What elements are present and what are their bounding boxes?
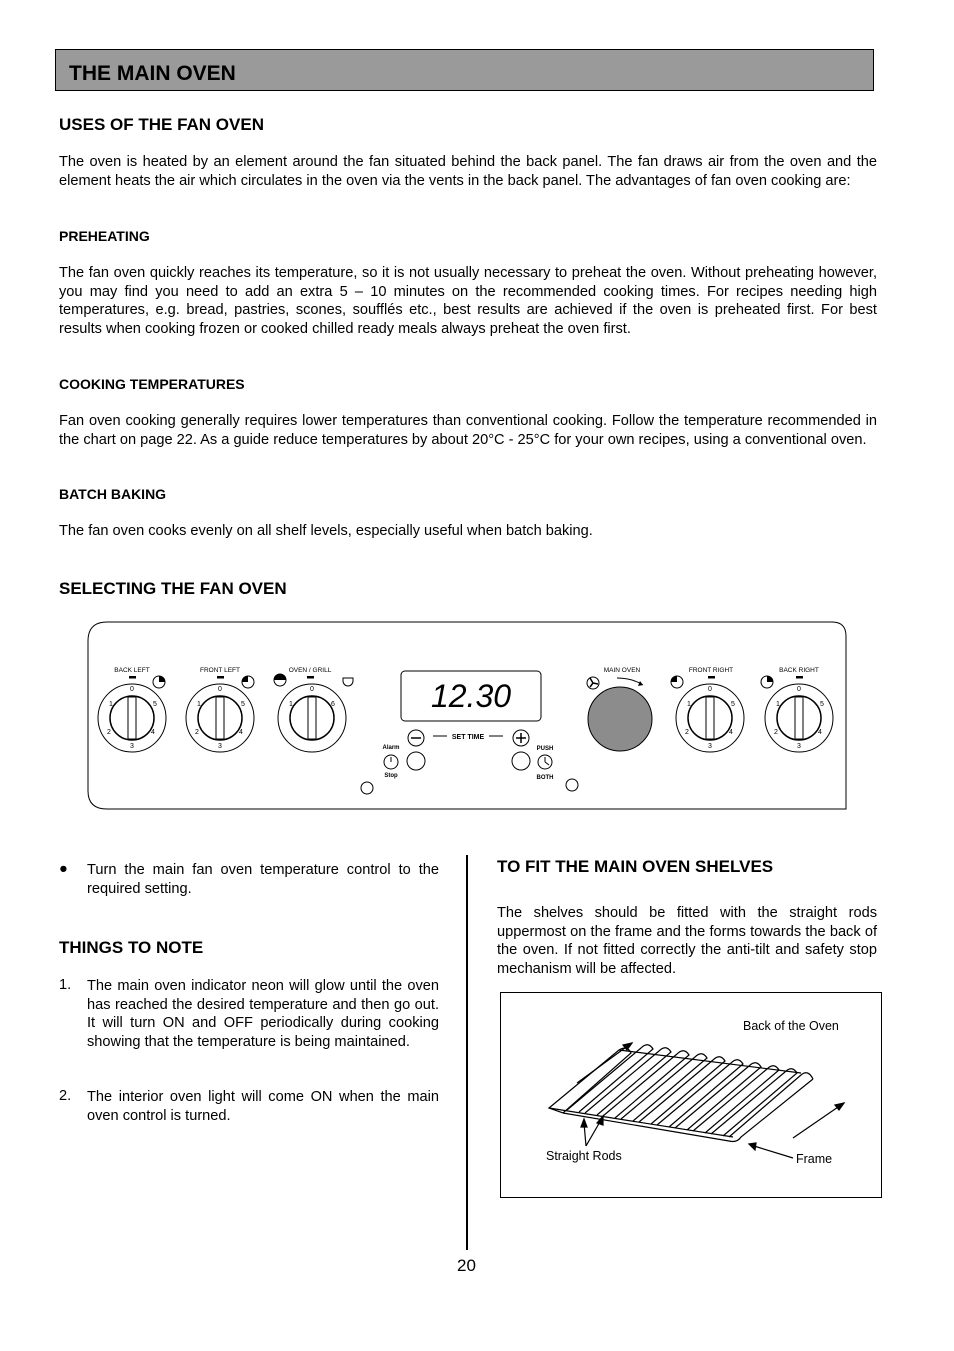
minus-button[interactable] — [408, 730, 424, 746]
batch-text: The fan oven cooks evenly on all shelf levels, especially useful when batch baking. — [59, 523, 593, 539]
knob-num: 2 — [107, 729, 111, 736]
knob-num: 0 — [310, 686, 314, 693]
preheating-heading: PREHEATING — [59, 228, 150, 244]
knob-num: 1 — [289, 701, 293, 708]
uses-intro: The oven is heated by an element around the fan situated behind the back panel. The fan draws air from the oven and the element heats the air which circulates in the oven via the vents in the back panel. The advantages of fan oven cooking are: — [59, 154, 877, 189]
page-title-bar — [55, 49, 874, 91]
knob-num: 5 — [241, 701, 245, 708]
neon-indicator-left — [361, 782, 373, 794]
column-divider — [466, 855, 468, 1250]
plus-button[interactable] — [513, 730, 529, 746]
knob-num: 1 — [776, 701, 780, 708]
neon-indicator-right — [566, 779, 578, 791]
knob-num: 6 — [331, 701, 335, 708]
knob-num: 1 — [687, 701, 691, 708]
knob-num: 2 — [685, 729, 689, 736]
knob-label-oven-grill: OVEN / GRILL — [288, 667, 332, 674]
temps-heading: COOKING TEMPERATURES — [59, 376, 245, 392]
uses-heading: USES OF THE FAN OVEN — [59, 115, 264, 134]
pointer-arrows — [577, 1043, 844, 1158]
knob-num: 5 — [731, 701, 735, 708]
control-panel-illustration — [87, 621, 847, 810]
knob-num: 4 — [151, 729, 155, 736]
knob-back-left[interactable] — [98, 684, 166, 752]
knob-num: 0 — [708, 686, 712, 693]
knob-num: 5 — [820, 701, 824, 708]
stop-label: Stop — [384, 773, 398, 779]
things-item-text: The main oven indicator neon will glow until the oven has reached the desired temperature and then go out. It will turn ON and OFF periodically during cooking showing that the temperature is being maintained. — [87, 978, 439, 1050]
things-item-number: 1. — [59, 977, 72, 993]
knob-main-oven[interactable] — [588, 687, 652, 751]
knob-label-front-right: FRONT RIGHT — [688, 667, 734, 674]
knob-label-front-left: FRONT LEFT — [200, 667, 240, 674]
knob-back-right[interactable] — [765, 684, 833, 752]
timer-clock-icon — [538, 755, 552, 769]
things-item-number: 2. — [59, 1088, 72, 1104]
knob-label-back-right: BACK RIGHT — [779, 667, 819, 674]
knob-num: 4 — [818, 729, 822, 736]
knob-label-back-left: BACK LEFT — [114, 667, 150, 674]
alarm-stop-button[interactable] — [407, 752, 425, 770]
knob-num: 1 — [197, 701, 201, 708]
knob-num: 5 — [153, 701, 157, 708]
shelves-text: The shelves should be fitted with the straight rods uppermost on the frame and the forms towards the back of the oven. If not fitted correctly the anti-tilt and safety stop mechanism will be affected. — [497, 905, 877, 977]
alarm-clock-icon — [384, 755, 398, 769]
temps-text: Fan oven cooking generally requires lower temperatures than conventional cooking. Follow the temperature recommended in the chart on page 22. As a guide reduce temperatures by about 20°C - 25°C for your own recipes, using a conventional oven. — [59, 413, 877, 448]
knob-num: 3 — [130, 743, 134, 750]
things-item-text: The interior oven light will come ON when the main oven control is turned. — [87, 1089, 439, 1124]
batch-heading: BATCH BAKING — [59, 486, 167, 502]
knob-oven-grill[interactable] — [278, 684, 346, 752]
bullet-icon: ● — [59, 861, 68, 877]
knob-num: 4 — [729, 729, 733, 736]
things-heading: THINGS TO NOTE — [59, 938, 204, 957]
knob-num: 2 — [195, 729, 199, 736]
page-number: 20 — [457, 1256, 476, 1275]
push-both-button[interactable] — [512, 752, 530, 770]
knob-num: 1 — [109, 701, 113, 708]
knob-front-left[interactable] — [186, 684, 254, 752]
knob-num: 0 — [130, 686, 134, 693]
knob-num: 3 — [708, 743, 712, 750]
knob-num: 4 — [239, 729, 243, 736]
shelves-heading: TO FIT THE MAIN OVEN SHELVES — [497, 857, 774, 876]
selecting-bullet-text: Turn the main fan oven temperature control to the required setting. — [87, 862, 439, 897]
preheating-text: The fan oven quickly reaches its temperature, so it is not usually necessary to preheat the oven. Without preheating however, you may find you need to add an extra 5 – 10 minutes on the recommended cooking times. For recipes needing high temperatures, e.g. bread, pastries, scones, soufflés etc., best results are achieved if the oven is preheated first. For best results when cooking frozen or cooked chilled ready meals always preheat the oven first. — [59, 265, 877, 337]
knob-num: 0 — [797, 686, 801, 693]
knob-front-right[interactable] — [676, 684, 744, 752]
knob-num: 3 — [218, 743, 222, 750]
knob-num: 0 — [218, 686, 222, 693]
back-of-oven-label: Back of the Oven — [743, 1019, 839, 1033]
set-time-label: SET TIME — [451, 734, 485, 741]
alarm-label: Alarm — [382, 745, 400, 751]
knob-num: 2 — [774, 729, 778, 736]
push-label: PUSH — [536, 746, 554, 752]
frame-label: Frame — [796, 1152, 833, 1166]
clock-time: 12.30 — [430, 678, 512, 714]
straight-rods-label: Straight Rods — [546, 1149, 622, 1163]
page-title: THE MAIN OVEN — [69, 62, 236, 85]
shelf-diagram — [500, 992, 882, 1198]
both-label: BOTH — [536, 775, 554, 781]
selecting-heading: SELECTING THE FAN OVEN — [59, 579, 287, 598]
shelf-rack — [549, 1045, 813, 1142]
knob-num: 3 — [797, 743, 801, 750]
knob-label-main-oven: MAIN OVEN — [603, 667, 641, 674]
fan-icon — [587, 677, 599, 689]
